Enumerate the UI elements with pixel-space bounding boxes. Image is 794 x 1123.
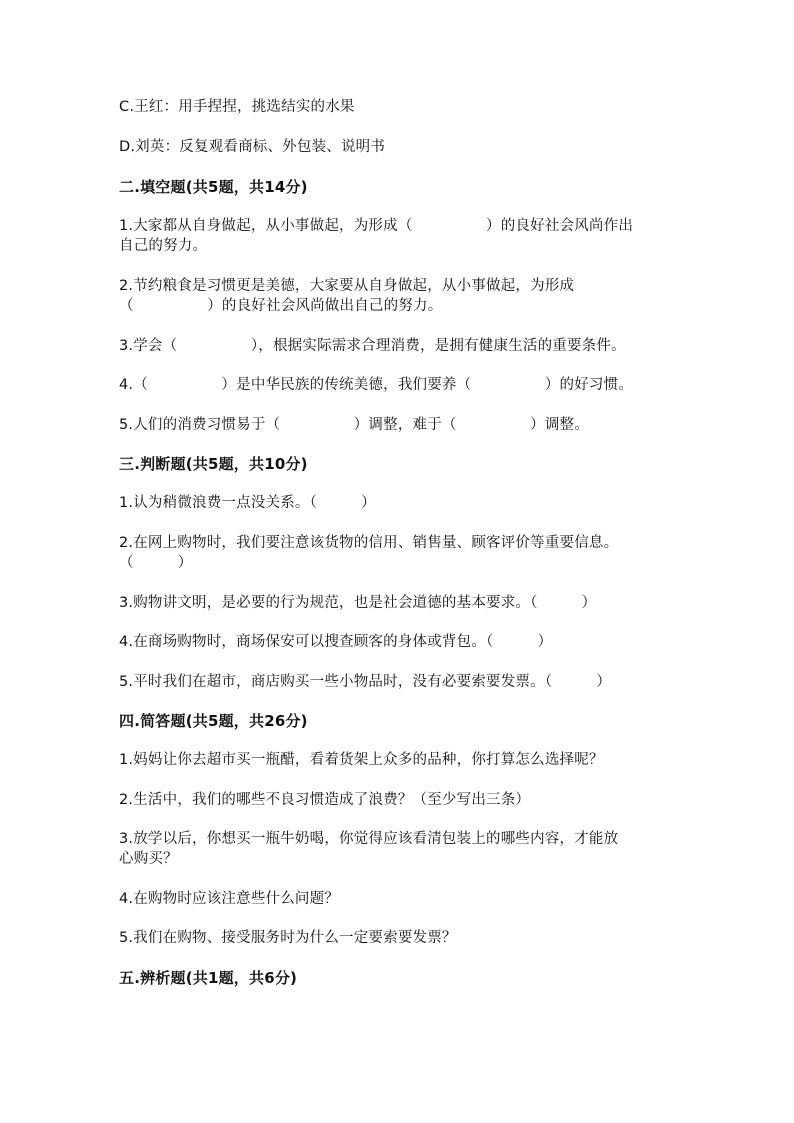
short-answer-q5: 5.我们在购物、接受服务时为什么一定要索要发票？ (119, 930, 457, 946)
section-heading-fill-blank: 二.填空题(共5题，共14分) (119, 178, 308, 196)
true-false-q3: 3.购物讲文明，是必要的行为规范，也是社会道德的基本要求。（ ） (119, 595, 597, 611)
true-false-q1: 1.认为稍微浪费一点没关系。（ ） (119, 495, 376, 511)
section-heading-analysis: 五.辨析题(共1题，共6分) (119, 969, 298, 987)
section-heading-true-false: 三.判断题(共5题，共10分) (119, 455, 308, 473)
fill-blank-q2-line2: （ ）的良好社会风尚做出自己的努力。 (119, 298, 443, 314)
fill-blank-q2-line1: 2.节约粮食是习惯更是美德，大家要从自身做起，从小事做起，为形成 (119, 278, 575, 294)
option-d: D.刘英：反复观看商标、外包装、说明书 (119, 139, 386, 155)
option-c: C.王红：用手捏捏，挑选结实的水果 (119, 99, 355, 115)
true-false-q5: 5.平时我们在超市，商店购买一些小物品时，没有必要索要发票。（ ） (119, 674, 612, 690)
short-answer-q3-line1: 3.放学以后，你想买一瓶牛奶喝，你觉得应该看清包装上的哪些内容，才能放 (119, 831, 619, 847)
fill-blank-q4: 4.（ ）是中华民族的传统美德，我们要养（ ）的好习惯。 (119, 377, 634, 393)
short-answer-q2: 2.生活中，我们的哪些不良习惯造成了浪费？（至少写出三条） (119, 792, 531, 808)
short-answer-q3-line2: 心购买？ (119, 851, 178, 867)
true-false-q2-line2: （ ） (119, 555, 193, 571)
fill-blank-q5: 5.人们的消费习惯易于（ ）调整，难于（ ）调整。 (119, 417, 589, 433)
fill-blank-q1-line1: 1.大家都从自身做起，从小事做起，为形成（ ）的良好社会风尚作出 (119, 218, 634, 234)
short-answer-q4: 4.在购物时应该注意些什么问题？ (119, 891, 340, 907)
true-false-q4: 4.在商场购物时，商场保安可以搜查顾客的身体或背包。（ ） (119, 634, 553, 650)
fill-blank-q3: 3.学会（ ），根据实际需求合理消费，是拥有健康生活的重要条件。 (119, 338, 626, 354)
section-heading-short-answer: 四.简答题(共5题，共26分) (119, 712, 308, 730)
fill-blank-q1-line2: 自己的努力。 (119, 238, 208, 254)
true-false-q2-line1: 2.在网上购物时，我们要注意该货物的信用、销售量、顾客评价等重要信息。 (119, 535, 619, 551)
short-answer-q1: 1.妈妈让你去超市买一瓶醋，看着货架上众多的品种，你打算怎么选择呢？ (119, 752, 604, 768)
